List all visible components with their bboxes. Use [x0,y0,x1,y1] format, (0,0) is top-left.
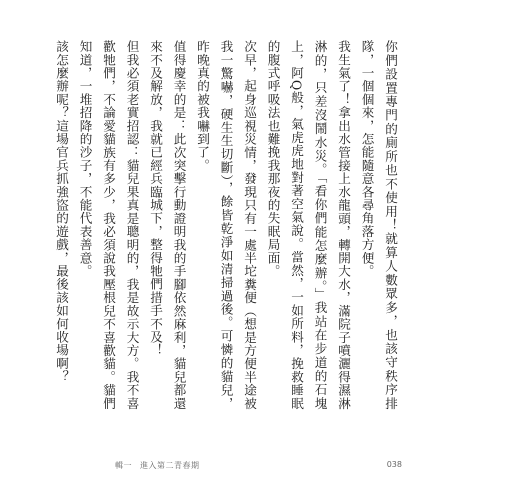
body-text [54,40,402,410]
paragraph: 次早，起身巡視災情，發現只有一處半坨糞便（想是方便半途被我一驚嚇，硬生生切斷），餘皆乾淨如清掃過後。可憐的貓兒，昨晚真的被我嚇到了。 [195,40,257,410]
section-label: 輯一 [115,461,132,470]
page-number: 038 [386,460,402,469]
paragraph: 該怎麼辦呢？這場官兵抓強盜的遊戲，最後該如何收場啊？ [54,40,69,384]
paragraph: 值得慶幸的是：此次突擊行動證明我的手腳依然麻利，貓兒都還來不及解放，我就已經兵臨城下，整得牠們措手不及！ [148,40,187,410]
paragraph: 你們設置專門的廁所也不使用！就算人數眾多，也該守秩序排隊，一個個來，怎能隨意各尋角落方便。 [359,40,398,410]
paragraph: 但我必須老實招認：貓兒果真是聰明的，我是故示大方。我不喜歡牠們，不論愛貓族有多少，我必須說我壓根兒不喜歡貓。貓們知道，一堆招降的沙子，不能代表善意。 [77,40,140,410]
chapter-title: 進入第二青春期 [140,461,200,470]
running-footer [115,460,200,471]
paragraph: 我生氣了！拿出水管接上水龍頭，轉開大水，滿院子噴灑得濕淋淋的，只差沒鬧水災。「看你們能怎麼辦。」我站在步道的石塊上，阿Q般，氣虎虎地對著空氣說。當然，一如所料，挽救睡眠的腹式呼吸法也難挽我那夜的失眠局面。 [265,40,351,410]
